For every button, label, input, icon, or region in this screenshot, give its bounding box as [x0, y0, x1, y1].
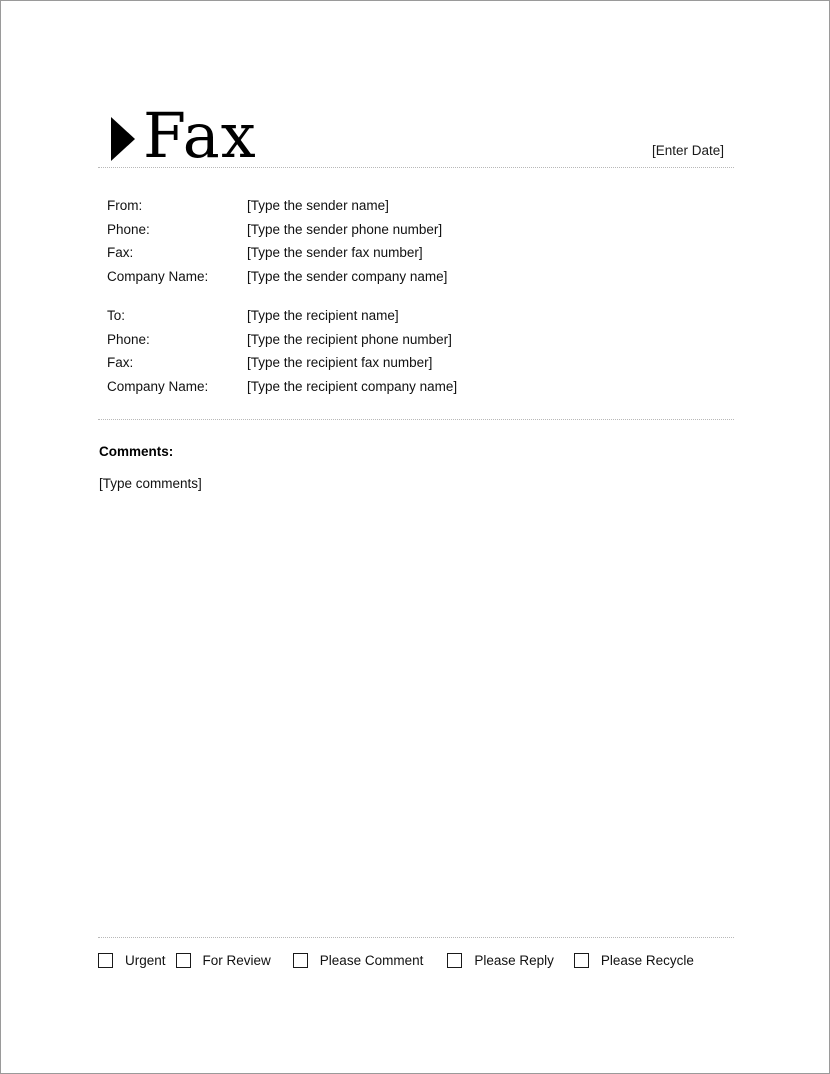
please-recycle-checkbox[interactable] [574, 953, 589, 968]
sender-fax-field[interactable]: [Type the sender fax number] [247, 245, 423, 261]
recipient-phone-row [107, 328, 727, 352]
sender-phone-field[interactable]: [Type the sender phone number] [247, 221, 443, 237]
please-comment-label: Please Comment [319, 953, 424, 968]
urgent-checkbox[interactable] [98, 953, 113, 968]
recipient-phone-field[interactable]: [Type the recipient phone number] [247, 331, 452, 347]
urgent-label: Urgent [125, 953, 166, 968]
recipient-name-label: To: [107, 308, 126, 324]
sender-phone-row [107, 218, 727, 242]
recipient-phone-label: Phone: [107, 331, 150, 347]
recipient-name-field[interactable]: [Type the recipient name] [247, 308, 399, 324]
comments-heading: Comments: [99, 444, 174, 459]
fax-title [111, 97, 257, 172]
date-field[interactable]: [Enter Date] [651, 143, 724, 158]
sender-name-field[interactable]: [Type the sender name] [247, 198, 389, 214]
urgent-option[interactable] [98, 953, 166, 968]
triangle-arrow-icon [111, 117, 135, 161]
recipient-company-label: Company Name: [107, 379, 209, 395]
recipient-info [107, 304, 727, 398]
checkbox-row [98, 953, 694, 968]
please-comment-option[interactable] [293, 953, 424, 968]
please-comment-checkbox[interactable] [293, 953, 308, 968]
sender-fax-row [107, 241, 727, 265]
sender-phone-label: Phone: [107, 221, 150, 237]
recipient-name-row [107, 304, 727, 328]
sender-name-label: From: [107, 198, 143, 214]
sender-company-field[interactable]: [Type the sender company name] [247, 269, 448, 285]
top-divider [98, 167, 734, 168]
middle-divider [98, 419, 734, 420]
fax-title-text: Fax [143, 99, 257, 172]
recipient-company-field[interactable]: [Type the recipient company name] [247, 379, 458, 395]
recipient-fax-field[interactable]: [Type the recipient fax number] [247, 355, 433, 371]
please-recycle-option[interactable] [574, 953, 694, 968]
sender-info [107, 194, 727, 288]
recipient-company-row [107, 375, 727, 399]
for-review-checkbox[interactable] [176, 953, 191, 968]
sender-company-label: Company Name: [107, 269, 209, 285]
please-reply-checkbox[interactable] [447, 953, 462, 968]
recipient-fax-label: Fax: [107, 355, 134, 371]
for-review-label: For Review [202, 953, 271, 968]
comments-field[interactable]: [Type comments] [99, 476, 202, 491]
bottom-divider [98, 937, 734, 938]
sender-company-row [107, 265, 727, 289]
please-reply-label: Please Reply [474, 953, 554, 968]
sender-fax-label: Fax: [107, 245, 134, 261]
please-recycle-label: Please Recycle [600, 953, 694, 968]
for-review-option[interactable] [176, 953, 271, 968]
please-reply-option[interactable] [447, 953, 554, 968]
sender-name-row [107, 194, 727, 218]
recipient-fax-row [107, 351, 727, 375]
